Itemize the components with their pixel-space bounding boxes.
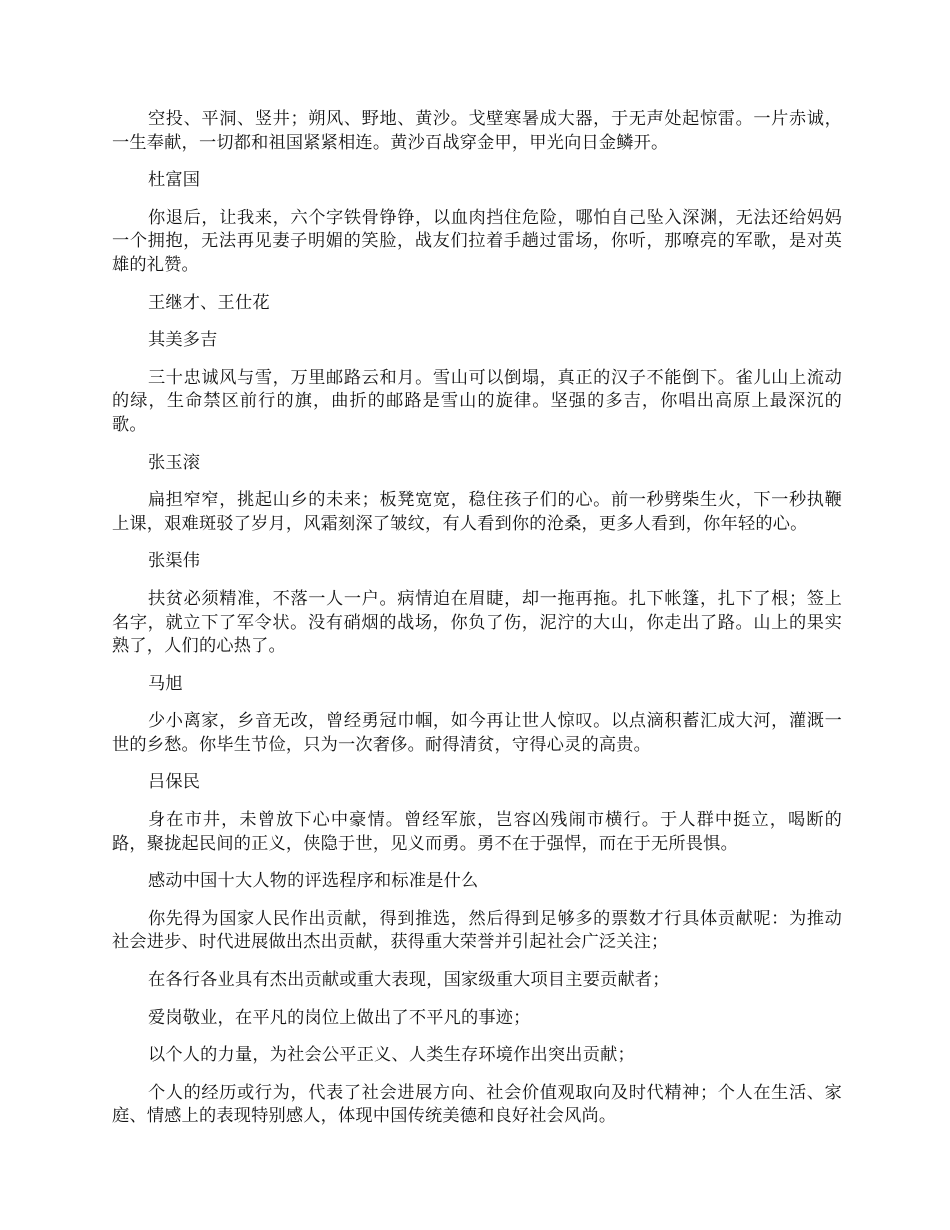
heading-lv-baomin: 吕保民 bbox=[148, 772, 201, 793]
paragraph-criteria-4: 以个人的力量，为社会公平正义、人类生存环境作出突出贡献； bbox=[148, 1045, 635, 1066]
heading-ma-xu: 马旭 bbox=[148, 673, 183, 694]
paragraph-lv-baomin: 身在市井，未曾放下心中豪情。曾经军旅，岂容凶残闹市横行。于人群中挺立，喝断的路，聚拢起民间的正义，侠隐于世，见义而勇。勇不在于强悍，而在于无所畏惧。 bbox=[112, 810, 842, 854]
paragraph-zhang-quwei: 扶贫必须精准，不落一人一户。病情迫在眉睫，却一拖再拖。扎下帐篷，扎下了根；签上名字，就立下了军令状。没有硝烟的战场，你负了伤，泥泞的大山，你走出了路。山上的果实熟了，人们的心热了。 bbox=[112, 588, 842, 657]
heading-wang-jicai: 王继才、王仕花 bbox=[148, 292, 270, 313]
heading-selection-criteria: 感动中国十大人物的评选程序和标准是什么 bbox=[148, 871, 479, 892]
paragraph-criteria-3: 爱岗敬业，在平凡的岗位上做出了不平凡的事迹； bbox=[148, 1007, 531, 1028]
paragraph-du-fuguo: 你退后，让我来，六个字铁骨铮铮，以血肉挡住危险，哪怕自己坠入深渊，无法还给妈妈一个拥抱，无法再见妻子明媚的笑脸，战友们拉着手趟过雷场，你听，那嘹亮的军歌，是对英雄的礼赞。 bbox=[112, 207, 842, 275]
paragraph-criteria-2: 在各行各业具有杰出贡献或重大表现，国家级重大项目主要贡献者； bbox=[148, 970, 670, 991]
heading-zhang-quwei: 张渠伟 bbox=[148, 551, 201, 572]
paragraph-qimei-duoji: 三十忠诚风与雪，万里邮路云和月。雪山可以倒塌，真正的汉子不能倒下。雀儿山上流动的绿，生命禁区前行的旗，曲折的邮路是雪山的旋律。坚强的多吉，你唱出高原上最深沉的歌。 bbox=[112, 367, 842, 435]
heading-qimei-duoji: 其美多吉 bbox=[148, 330, 218, 351]
paragraph-intro: 空投、平洞、竖井；朔风、野地、黄沙。戈壁寒暑成大器，于无声处起惊雷。一片赤诚，一生奉献，一切都和祖国紧紧相连。黄沙百战穿金甲，甲光向日金鳞开。 bbox=[112, 109, 842, 153]
paragraph-zhang-yugun: 扁担窄窄，挑起山乡的未来；板凳宽宽，稳住孩子们的心。前一秒劈柴生火，下一秒执鞭上课，艰难斑驳了岁月，风霜刻深了皱纹，有人看到你的沧桑，更多人看到，你年轻的心。 bbox=[112, 490, 842, 534]
paragraph-criteria-1: 你先得为国家人民作出贡献，得到推选，然后得到足够多的票数才行具体贡献呢：为推动社会进步、时代进展做出杰出贡献，获得重大荣誉并引起社会广泛关注； bbox=[112, 908, 842, 953]
heading-du-fuguo: 杜富国 bbox=[148, 170, 201, 191]
heading-zhang-yugun: 张玉滚 bbox=[148, 452, 201, 473]
document-body bbox=[112, 108, 842, 1143]
paragraph-ma-xu: 少小离家，乡音无改，曾经勇冠巾帼，如今再让世人惊叹。以点滴积蓄汇成大河，灌溉一世的乡愁。你毕生节俭，只为一次奢侈。耐得清贫，守得心灵的高贵。 bbox=[112, 711, 842, 755]
paragraph-criteria-5: 个人的经历或行为，代表了社会进展方向、社会价值观取向及时代精神；个人在生活、家庭、情感上的表现特别感人，体现中国传统美德和良好社会风尚。 bbox=[112, 1082, 842, 1127]
